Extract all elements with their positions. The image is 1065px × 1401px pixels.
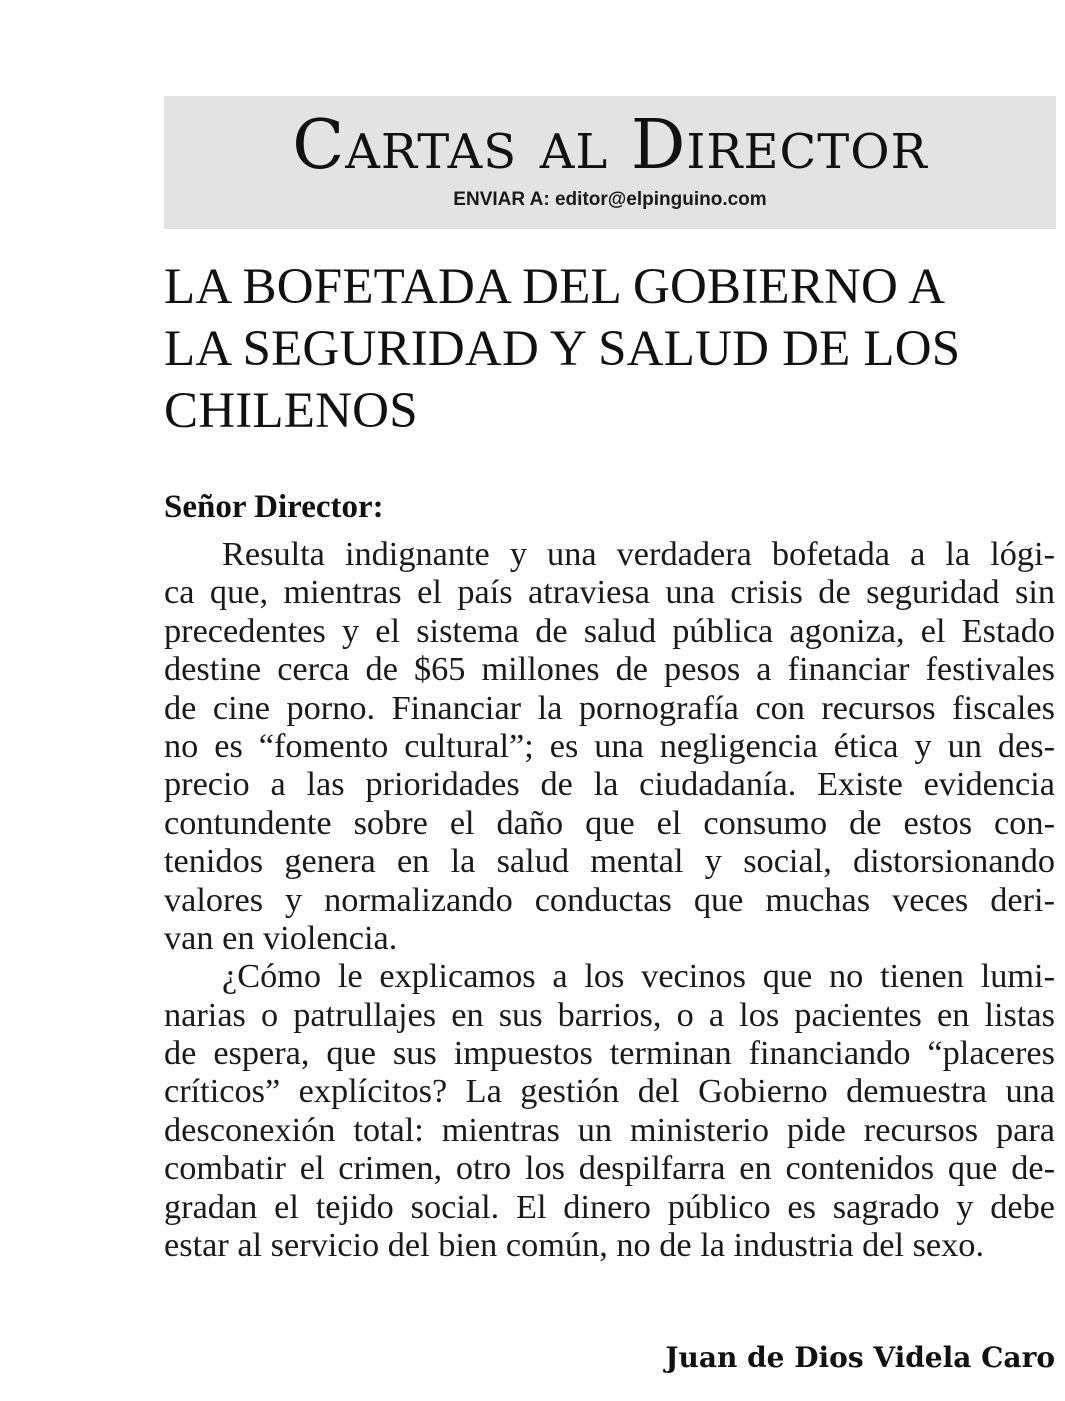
body-line: narias o patrullajes en sus barrios, o a los pacientes en listas (164, 995, 1055, 1034)
body-line: ca que, mientras el país atraviesa una crisis de seguridad sin (164, 573, 1055, 612)
letter-signature: Juan de Dios Videla Caro (665, 1341, 1055, 1374)
letter-salutation: Señor Director: (164, 489, 384, 525)
body-line: contundente sobre el daño que el consumo de estos con- (164, 803, 1055, 842)
body-line: van en violencia. (164, 918, 398, 957)
body-line: Resulta indignante y una verdadera bofetada a la lógi- (222, 535, 1055, 573)
headline-line: CHILENOS (164, 383, 418, 439)
send-to-address: ENVIAR A: editor@elpinguino.com (453, 189, 767, 210)
body-line: desconexión total: mientras un ministerio pide recursos para (164, 1110, 1055, 1149)
body-line: tenidos genera en la salud mental y social, distorsionando (164, 842, 1055, 881)
body-line: de cine porno. Financiar la pornografía con recursos fiscales (164, 688, 1055, 727)
body-line: combatir el crimen, otro los despilfarra en contenidos que de- (164, 1149, 1055, 1188)
body-line: gradan el tejido social. El dinero público es sagrado y debe (164, 1187, 1055, 1226)
body-line: ¿Cómo le explicamos a los vecinos que no tienen lumi- (222, 957, 1055, 996)
body-line: precio a las prioridades de la ciudadanía. Existe evidencia (164, 765, 1055, 804)
headline-line: LA SEGURIDAD Y SALUD DE LOS (164, 321, 961, 377)
section-title: Cartas al Director (292, 106, 928, 185)
body-line: de espera, que sus impuestos terminan financiando “placeres (164, 1034, 1055, 1073)
letter-body (164, 535, 1055, 1264)
body-line: estar al servicio del bien común, no de la industria del sexo. (164, 1226, 985, 1265)
headline-line: LA BOFETADA DEL GOBIERNO A (164, 259, 946, 315)
body-line: valores y normalizando conductas que muchas veces deri- (164, 880, 1055, 919)
section-header (164, 96, 1056, 229)
body-line: críticos” explícitos? La gestión del Gobierno demuestra una (164, 1072, 1055, 1111)
body-line: destine cerca de $65 millones de pesos a financiar festivales (164, 650, 1055, 689)
letter-headline (164, 256, 1056, 442)
body-line: precedentes y el sistema de salud pública agoniza, el Estado (164, 611, 1055, 650)
body-line: no es “fomento cultural”; es una negligencia ética y un des- (164, 726, 1055, 765)
